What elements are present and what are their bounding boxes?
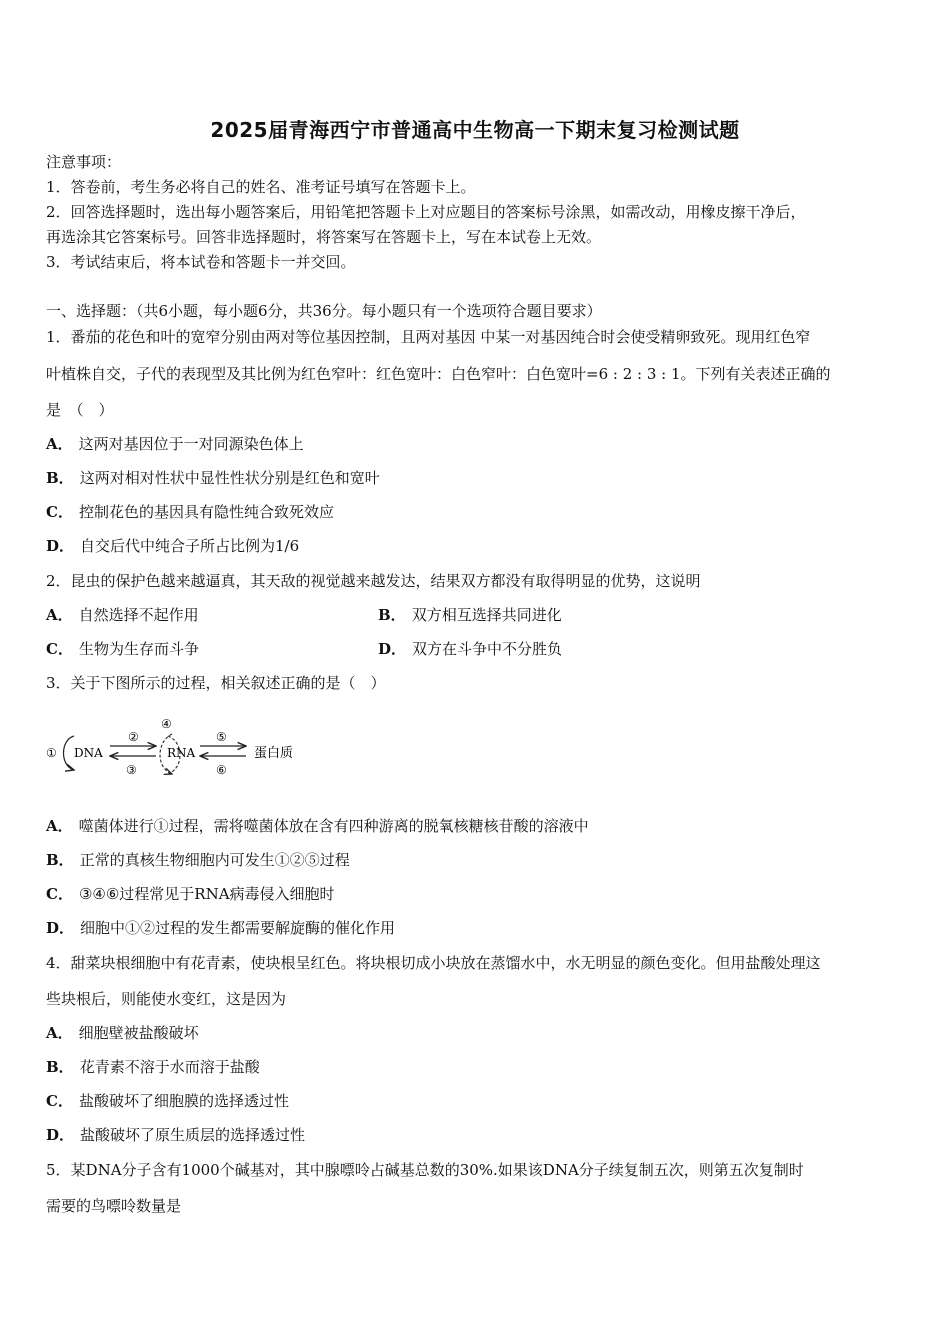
option-label: D． [46,919,75,937]
option-text: 双方相互选择共同进化 [411,606,562,624]
q2-stem: 2．昆虫的保护色越来越逼真，其天敌的视觉越来越发达，结果双方都没有取得明显的优势，这说明 [46,572,701,590]
notice-item: 1．答卷前，考生务必将自己的姓名、准考证号填写在答题卡上。 [46,178,476,196]
label-2: ② [128,730,139,744]
option-text: 噬菌体进行①过程，需将噬菌体放在含有四种游离的脱氧核糖核苷酸的溶液中 [78,817,589,835]
q3-stem: 3．关于下图所示的过程，相关叙述正确的是（ ） [46,674,386,692]
option-text: 双方在斗争中不分胜负 [412,640,563,658]
option-label: C． [46,503,73,521]
q2-option-b [378,605,562,625]
q1-stem-line: 1．番茄的花色和叶的宽窄分别由两对等位基因控制，且两对基因 中某一对基因纯合时会使受精卵致死。现用红色窄 [46,328,811,346]
central-dogma-diagram [44,712,314,782]
option-text: 细胞壁被盐酸破坏 [78,1024,199,1042]
q5-stem-line: 5．某DNA分子含有1000个碱基对，其中腺嘌呤占碱基总数的30%.如果该DNA分子续复制五次，则第五次复制时 [46,1161,804,1179]
q2-option-d [378,639,562,659]
option-text: 生物为生存而斗争 [78,640,199,658]
q4-option-c [46,1091,289,1111]
option-text: 自然选择不起作用 [78,606,199,624]
option-text: 控制花色的基因具有隐性纯合致死效应 [78,503,334,521]
option-label: B． [46,469,74,487]
option-label: A． [46,817,73,835]
q1-stem-line: 叶植株自交，子代的表现型及其比例为红色窄叶：红色宽叶：白色窄叶：白色宽叶=6 : 2 : 3 : 1。下列有关表述正确的 [46,365,831,383]
label-1: ① [46,746,57,760]
q4-option-d [46,1125,305,1145]
dna-label: DNA [74,746,103,760]
protein-label: 蛋白质 [254,746,294,761]
q4-stem-line: 些块根后，则能使水变红，这是因为 [46,990,287,1008]
q1-stem-line: 是 （ ） [46,401,114,419]
option-label: A． [46,1024,73,1042]
q1-option-a [46,434,304,454]
option-label: A． [46,435,73,453]
option-text: 这两对相对性状中显性性状分别是红色和宽叶 [79,469,380,487]
option-text: 这两对基因位于一对同源染色体上 [78,435,304,453]
notice-item: 3．考试结束后，将本试卷和答题卡一并交回。 [46,253,356,271]
notice-item: 2．回答选择题时，选出每小题答案后，用铅笔把答题卡上对应题目的答案标号涂黑，如需改动，用橡皮擦干净后， [46,203,806,221]
replication-arrow [64,736,75,770]
q4-stem-line: 4．甜菜块根细胞中有花青素，使块根呈红色。将块根切成小块放在蒸馏水中，水无明显的颜色变化。但用盐酸处理这 [46,954,821,972]
option-text: ③④⑥过程常见于RNA病毒侵入细胞时 [78,885,335,903]
option-text: 花青素不溶于水而溶于盐酸 [79,1058,260,1076]
page-title: 2025届青海西宁市普通高中生物高一下期末复习检测试题 [210,118,740,142]
option-text: 盐酸破坏了细胞膜的选择透过性 [78,1092,289,1110]
q2-option-c [46,639,199,659]
option-label: D． [46,537,75,555]
rna-label: RNA [167,746,196,760]
label-6: ⑥ [216,763,227,777]
q3-option-c [46,884,335,904]
option-label: A． [46,606,73,624]
option-text: 细胞中①②过程的发生都需要解旋酶的催化作用 [80,919,396,937]
option-label: D． [46,1126,75,1144]
option-text: 盐酸破坏了原生质层的选择透过性 [80,1126,306,1144]
option-label: B． [46,1058,74,1076]
label-4: ④ [161,717,172,731]
notice-heading: 注意事项： [46,153,122,171]
option-label: C． [46,1092,73,1110]
option-label: B． [378,606,406,624]
q1-option-d [46,536,299,556]
q4-option-b [46,1057,260,1077]
option-label: C． [46,885,73,903]
label-3: ③ [126,763,137,777]
q3-option-d [46,918,395,938]
option-label: C． [46,640,73,658]
q3-option-b [46,850,350,870]
option-label: D． [378,640,407,658]
label-5: ⑤ [216,730,227,744]
option-text: 正常的真核生物细胞内可发生①②⑤过程 [79,851,350,869]
q4-option-a [46,1023,199,1043]
section-heading: 一、选择题：（共6小题，每小题6分，共36分。每小题只有一个选项符合题目要求） [46,302,602,320]
option-text: 自交后代中纯合子所占比例为1/6 [80,537,300,555]
q3-option-a [46,816,589,836]
q1-option-b [46,468,380,488]
option-label: B． [46,851,74,869]
q5-stem-line: 需要的鸟嘌呤数量是 [46,1197,182,1215]
notice-item: 再选涂其它答案标号。回答非选择题时，将答案写在答题卡上，写在本试卷上无效。 [46,228,602,246]
q2-option-a [46,605,199,625]
q1-option-c [46,502,334,522]
